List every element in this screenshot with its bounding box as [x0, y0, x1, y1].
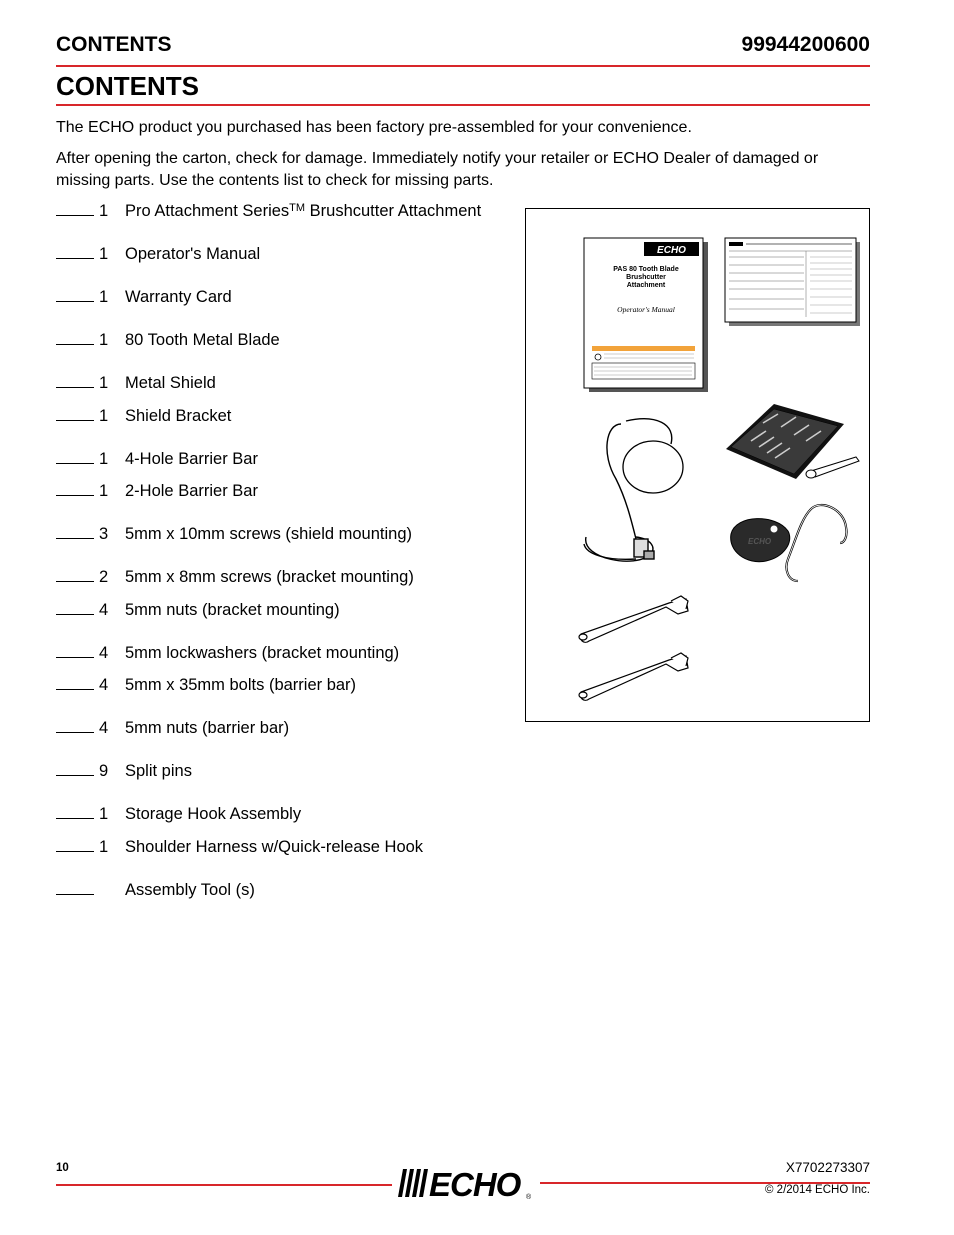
item-qty: 1 — [99, 450, 109, 468]
echo-logo-art — [395, 1165, 545, 1201]
item-desc: Assembly Tool (s) — [125, 881, 255, 899]
item-qty: 1 — [99, 374, 109, 392]
manual-title-1: PAS 80 Tooth Blade — [613, 266, 679, 273]
item-desc: 5mm lockwashers (bracket mounting) — [125, 644, 400, 662]
check-blank — [56, 375, 94, 388]
item-desc: 5mm x 8mm screws (bracket mounting) — [125, 568, 414, 586]
check-blank — [56, 645, 94, 658]
manual-subtitle: Operator's Manual — [617, 305, 675, 314]
item-desc: Shoulder Harness w/Quick-release Hook — [125, 838, 424, 856]
list-item — [56, 331, 280, 350]
item-desc: Warranty Card — [125, 288, 232, 306]
check-blank — [56, 408, 94, 421]
list-item — [56, 450, 258, 469]
item-desc: 5mm x 35mm bolts (barrier bar) — [125, 676, 357, 694]
item-qty: 1 — [99, 838, 109, 856]
item-qty: 1 — [99, 245, 109, 263]
list-item — [56, 482, 258, 501]
item-desc: 2-Hole Barrier Bar — [125, 482, 258, 500]
check-blank — [56, 677, 94, 690]
item-qty: 1 — [99, 331, 109, 349]
item-desc: Shield Bracket — [125, 407, 232, 425]
item-qty: 1 — [99, 805, 109, 823]
document-code: X7702273307 — [785, 1160, 870, 1175]
header-title: CONTENTS — [56, 33, 172, 56]
item-desc: 5mm nuts (bracket mounting) — [125, 601, 340, 619]
storage-hook-image — [786, 505, 846, 581]
storage-tag-image — [731, 519, 790, 562]
check-blank — [56, 882, 94, 895]
section-rule — [56, 104, 870, 106]
list-item — [56, 245, 260, 264]
list-item — [56, 568, 414, 587]
echo-logo — [395, 1165, 545, 1201]
list-item — [56, 202, 481, 221]
item-qty: 9 — [99, 762, 109, 780]
contents-illustration-art — [526, 209, 869, 721]
item-desc: 4-Hole Barrier Bar — [125, 450, 258, 468]
item-desc — [125, 202, 481, 221]
list-item — [56, 374, 216, 393]
list-item — [56, 805, 301, 824]
item-desc: Storage Hook Assembly — [125, 805, 302, 823]
item-desc-text: Pro Attachment Series — [125, 202, 290, 220]
list-item — [56, 407, 231, 426]
list-item — [56, 881, 255, 900]
check-blank — [56, 289, 94, 302]
footer-rule-left — [56, 1184, 392, 1186]
logo-brand-text: ECHO — [429, 1166, 521, 1201]
list-item — [56, 676, 356, 695]
section-title: CONTENTS — [56, 71, 199, 101]
item-qty: 4 — [99, 719, 109, 737]
operators-manual-image — [584, 238, 708, 392]
item-desc-after: Brushcutter Attachment — [305, 202, 482, 220]
list-item — [56, 525, 412, 544]
item-qty: 4 — [99, 644, 109, 662]
manual-title-2: Brushcutter — [626, 274, 666, 281]
metal-shield-image — [623, 441, 683, 493]
intro-paragraph-1: The ECHO product you purchased has been factory pre-assembled for your convenience. — [56, 119, 692, 136]
check-blank — [56, 332, 94, 345]
item-desc: Operator's Manual — [125, 245, 261, 263]
trademark-mark: TM — [289, 202, 306, 214]
check-blank — [56, 720, 94, 733]
check-blank — [56, 203, 94, 216]
list-item — [56, 719, 289, 738]
check-blank — [56, 806, 94, 819]
check-blank — [56, 602, 94, 615]
list-item — [56, 838, 423, 857]
item-qty: 1 — [99, 202, 109, 220]
item-qty: 1 — [99, 288, 109, 306]
storage-hook-image-inner — [786, 505, 846, 581]
page-number: 10 — [56, 1162, 69, 1174]
tag-brand: ECHO — [748, 537, 772, 546]
header-rule — [56, 65, 870, 67]
intro-paragraph-2: After opening the carton, check for damage. Immediately notify your retailer or ECHO Dealer of damaged or missing parts. Use the contents list to check for missing parts. — [56, 150, 819, 189]
assembly-tool-image — [579, 596, 688, 700]
check-blank — [56, 483, 94, 496]
item-desc: Split pins — [125, 762, 192, 780]
item-desc: Metal Shield — [125, 374, 216, 392]
item-desc: 5mm x 10mm screws (shield mounting) — [125, 525, 412, 543]
item-desc: 80 Tooth Metal Blade — [125, 331, 280, 349]
warranty-card-image — [725, 238, 860, 326]
contents-illustration — [525, 208, 870, 722]
check-blank — [56, 246, 94, 259]
manual-title-3: Attachment — [626, 282, 666, 289]
page-header — [56, 33, 870, 65]
list-item — [56, 601, 340, 620]
check-blank — [56, 451, 94, 464]
check-blank — [56, 526, 94, 539]
check-blank — [56, 839, 94, 852]
storage-hook-pin-image — [806, 457, 859, 478]
registered-mark: ® — [526, 1194, 532, 1201]
check-blank — [56, 569, 94, 582]
list-item — [56, 644, 399, 663]
header-part-number: 99944200600 — [741, 33, 870, 56]
item-qty: 2 — [99, 568, 109, 586]
item-qty: 1 — [99, 482, 109, 500]
manual-brand: ECHO — [657, 245, 686, 256]
check-blank — [56, 763, 94, 776]
copyright-text: © 2/2014 ECHO Inc. — [765, 1184, 870, 1196]
list-item — [56, 762, 192, 781]
item-qty: 3 — [99, 525, 109, 543]
list-item — [56, 288, 232, 307]
item-qty: 1 — [99, 407, 109, 425]
item-qty: 4 — [99, 676, 109, 694]
item-desc: 5mm nuts (barrier bar) — [125, 719, 290, 737]
item-qty: 4 — [99, 601, 109, 619]
